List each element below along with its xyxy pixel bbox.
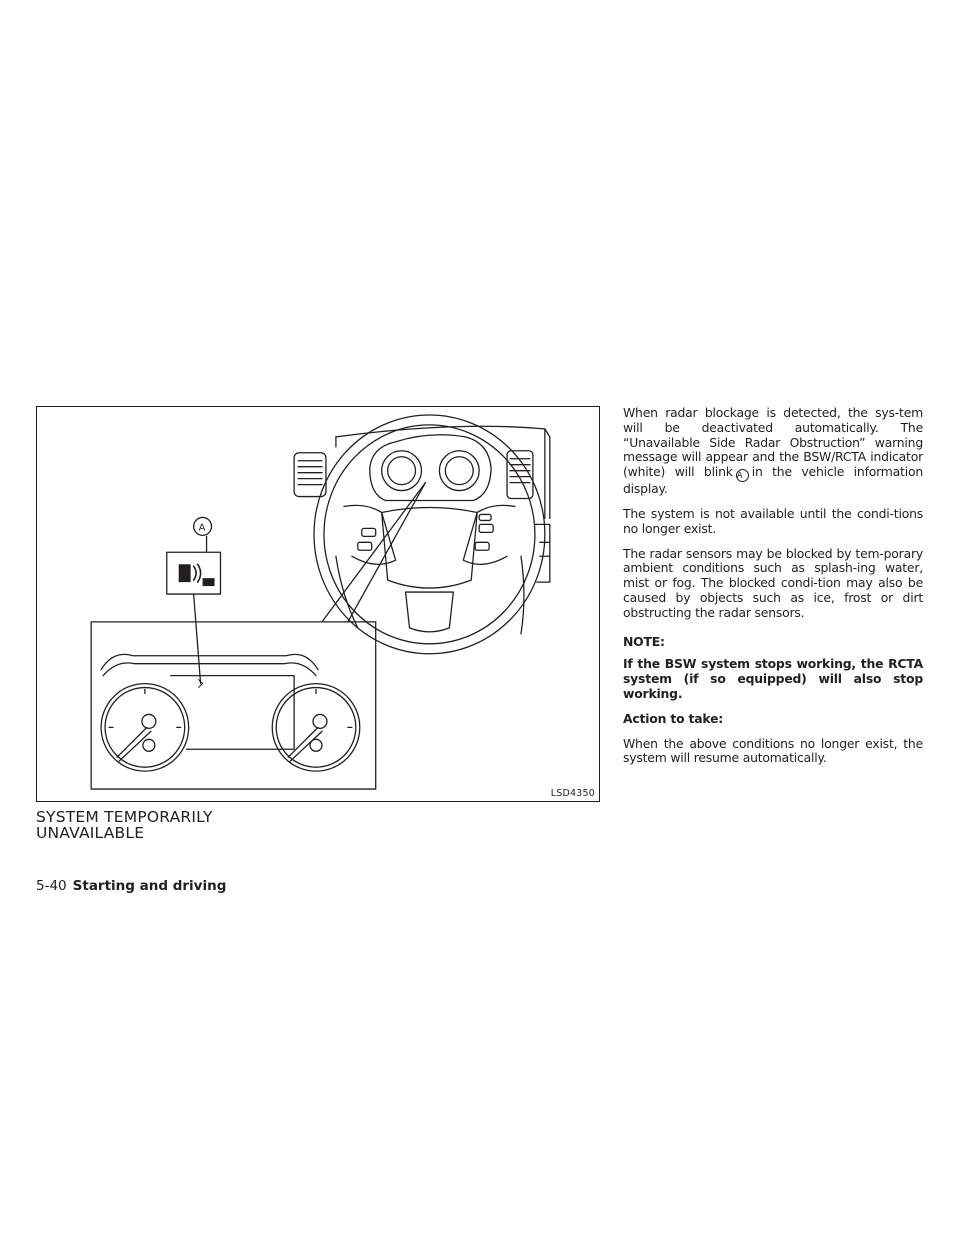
cluster-inset-drawing bbox=[91, 622, 376, 789]
paragraph-blocked-conditions: The radar sensors may be blocked by tem-porary ambient conditions such as splash-ing water, mist or fog. The blocked condi-tion may also be caused by objects such as ice, frost or dirt obstructing the radar sensors. bbox=[623, 545, 923, 620]
section-heading bbox=[36, 809, 336, 841]
body-text-column bbox=[623, 406, 923, 776]
callout-a-label: A bbox=[198, 522, 206, 534]
action-heading: Action to take: bbox=[623, 710, 724, 726]
callout-a-inline: A bbox=[736, 469, 749, 482]
section-heading-line2: UNAVAILABLE bbox=[36, 824, 145, 842]
paragraph-not-available: The system is not available until the condi-tions no longer exist. bbox=[623, 505, 923, 536]
page-number: 5-40 bbox=[36, 878, 67, 894]
paragraph-radar-blockage-start: When radar blockage is detected, the sys-tem will be deactivated automatically. The “Unavailable Side Radar Obstruction” warning message will appear and the BSW/RCTA indicator (white) will blink bbox=[623, 405, 923, 480]
indicator-zoom-drawing bbox=[167, 517, 221, 683]
section-heading-line1: SYSTEM TEMPORARILY bbox=[36, 808, 213, 826]
footer-section-name: Starting and driving bbox=[72, 878, 227, 894]
note-heading: NOTE: bbox=[623, 633, 665, 649]
figure-code: LSD4350 bbox=[550, 788, 595, 799]
illustration-figure bbox=[36, 406, 600, 802]
note-text: If the BSW system stops working, the RCTA system (if so equipped) will also stop working. bbox=[623, 656, 923, 701]
paragraph-radar-blockage-end: in the vehicle information display. bbox=[623, 464, 923, 497]
zoom-lines bbox=[322, 483, 425, 622]
action-text: When the above conditions no longer exist, the system will resume automatically. bbox=[623, 735, 923, 766]
page-footer bbox=[36, 878, 226, 894]
paragraph-radar-blockage bbox=[623, 406, 923, 497]
dashboard-illustration bbox=[37, 407, 599, 801]
